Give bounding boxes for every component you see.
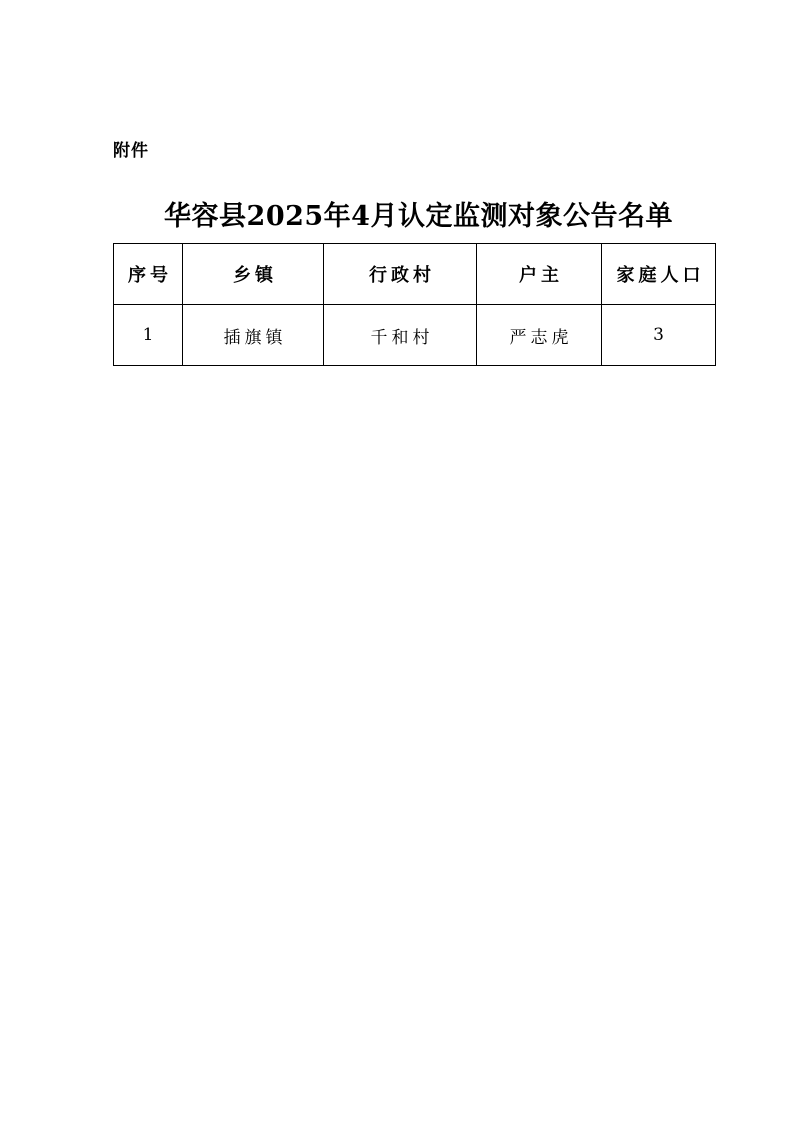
cell-householder: 严志虎 [477, 305, 602, 366]
cell-village: 千和村 [324, 305, 477, 366]
page-title: 华容县2025年4月认定监测对象公告名单 [164, 201, 673, 232]
column-header-township: 乡镇 [183, 244, 324, 305]
table-body [114, 305, 716, 366]
column-header-index: 序号 [114, 244, 183, 305]
cell-household-size: 3 [602, 305, 716, 366]
column-header-village: 行政村 [324, 244, 477, 305]
cell-township: 插旗镇 [183, 305, 324, 366]
table-row [114, 305, 716, 366]
roster-table-container [113, 243, 710, 366]
column-header-household-size: 家庭人口 [602, 244, 716, 305]
roster-table [113, 243, 716, 366]
attachment-label: 附件 [113, 141, 149, 161]
cell-index: 1 [114, 305, 183, 366]
table-header-row [114, 244, 716, 305]
table-header [114, 244, 716, 305]
column-header-householder: 户主 [477, 244, 602, 305]
